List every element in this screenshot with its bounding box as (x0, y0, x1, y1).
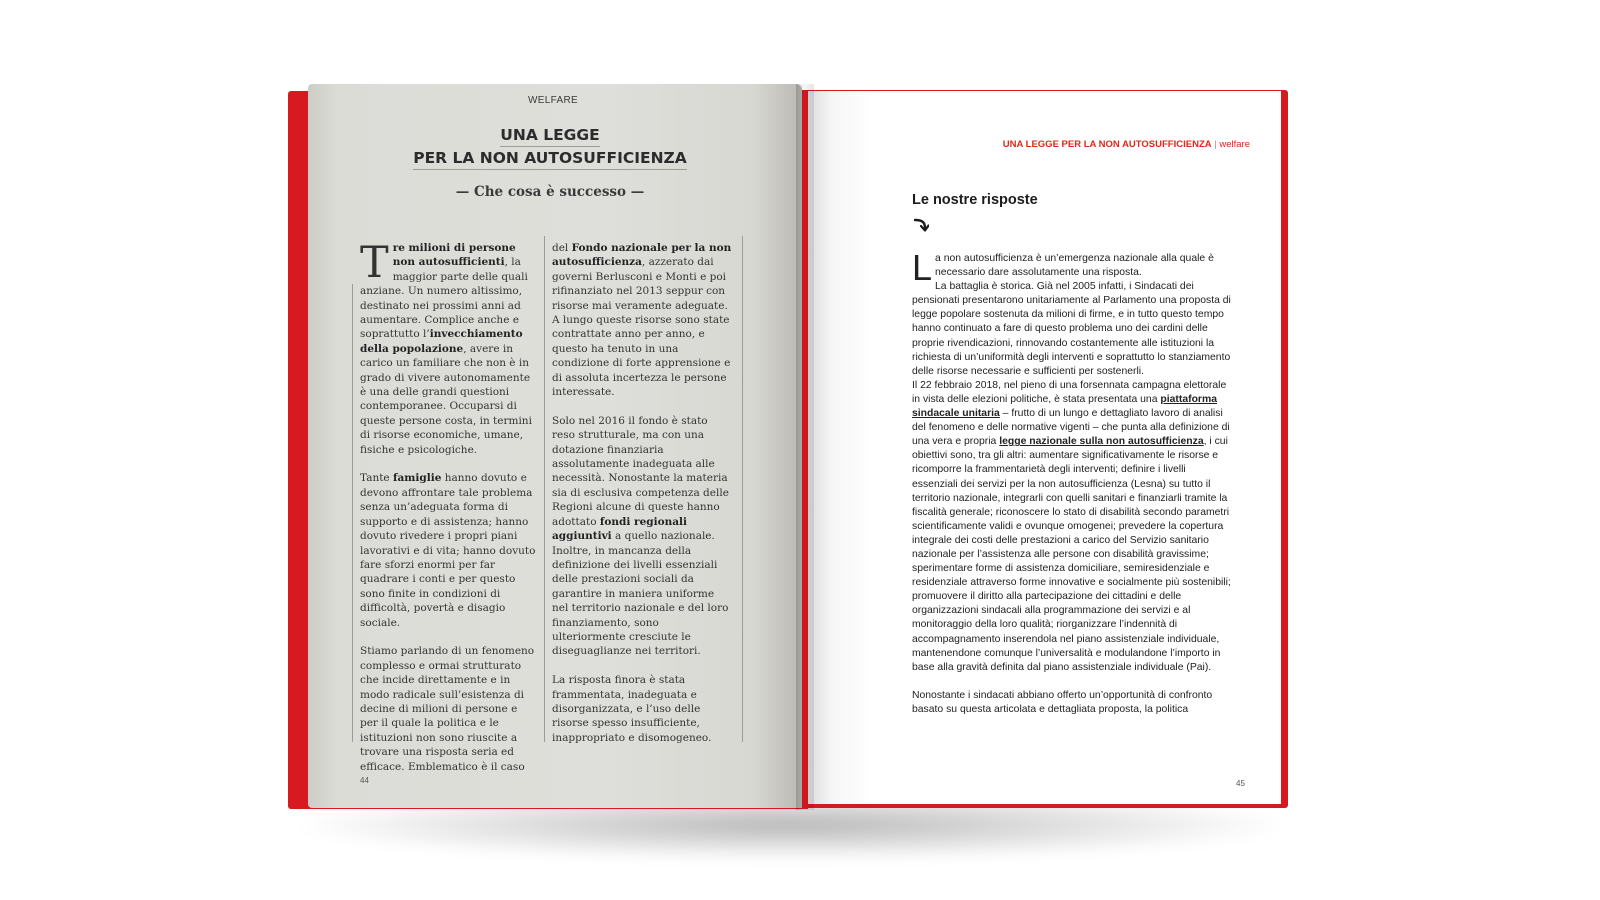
article-title (360, 124, 740, 170)
right-paragraph-3 (912, 379, 1232, 675)
left-column-1 (360, 238, 538, 788)
column-rule-left (352, 284, 353, 742)
book-gutter (796, 84, 814, 810)
section-label: WELFARE (528, 95, 578, 106)
col2-paragraph-3: La risposta finora è stata frammentata, inadeguata e disorganizzata, e l’uso delle risorse spesso insufficiente, inappropriato e disomogeneo. (552, 674, 712, 744)
col1-p1-text-2: , avere in carico un familiare che non è in grado di vivere autonomamente è una delle grandi questioni contemporanee. Occuparsi di queste persone costa, in termini di risorse economiche, umane, fisiche e psicologiche. (360, 342, 532, 456)
col2-p1-text-2: , azzerato dai governi Berlusconi e Monti e poi rifinanziato nel 2013 seppur con risorse mai veramente adeguate. A lungo queste risorse sono state contrattate anno per anno, e questo ha tenuto in una condizione di forte apprensione e di assoluta incertezza le persone interessate. (552, 256, 731, 399)
right-p3-text-3: , i cui obiettivi sono, tra gli altri: aumentare significativamente le risorse e ricomporre la frammentarietà degli interventi; definire i livelli essenziali dei servizi per la non autosufficienza (Lesna) su tutto il territorio nazionale, integrarli con quelli sanitari e finanziarli tramite la fiscalità generale; riconoscere lo stato di disabilità secondo parametri scientificamente validi e ovunque omogenei; prevedere la copertura integrale dei costi delle prestazioni a carico del Servizio sanitario nazionale per l’assistenza alle persone con disabilità gravissime; sperimentare forme di assistenza domiciliare, semiresidenziale e residenziale attraverso forme innovative e socialmente più sostenibili; promuovere il diritto alla partecipazione dei cittadini e delle organizzazioni sindacali alla programmazione dei servizi e al monitoraggio della loro qualità; riorganizzare l’indennità di accompagnamento inserendola nel piano assistenziale individuale, mantenendone comunque l’universalità e modulandone l’importo in base alla gravità definita dal piano assistenziale individuale (Pai). (912, 436, 1231, 673)
right-p3-text-1: Il 22 febbraio 2018, nel pieno di una forsennata campagna elettorale in vista delle elezioni politiche, è stata presentata una (912, 379, 1227, 405)
right-p3-underlined-2: legge nazionale sulla non autosufficienza (999, 436, 1204, 448)
right-drop-cap: L (912, 247, 933, 288)
col2-p1-text-1: del (552, 242, 572, 254)
col1-p1-text-1: , la maggior parte delle quali anziane. Un numero altissimo, destinato nei prossimi anni ad aumentare. Complice anche e soprattutto l’ (360, 256, 528, 341)
col2-paragraph-2 (552, 414, 732, 659)
col1-paragraph-1 (360, 238, 538, 457)
page-number-right: 45 (1236, 779, 1245, 788)
right-paragraph-2: La battaglia è storica. Già nel 2005 infatti, i Sindacati dei pensionati presentarono unitariamente al Parlamento una proposta di legge popolare sostenuta da milioni di firme, e in tutto questo tempo hanno continuato a fare di questo problema uno dei cardini delle proprie rivendicazioni, rinnovando costantemente alle istituzioni la richiesta di un’uniformità degli interventi e soprattutto lo stanziamento delle risorse necessarie e sufficienti per sostenerli. (912, 281, 1231, 377)
column-rule-middle (544, 236, 545, 742)
right-p3-text-2: – frutto di un lungo e dettagliato lavoro di analisi del fenomeno e delle normative vigenti – che punta alla definizione di una vera e propria (912, 408, 1230, 448)
running-head-title: UNA LEGGE PER LA NON AUTOSUFFICIENZA (1002, 139, 1212, 150)
left-column-2 (552, 241, 732, 760)
col1-p1-bold-2: invecchiamento della popolazione (360, 328, 523, 355)
col2-p1-bold-1: Fondo nazionale per la non autosufficienza (552, 242, 732, 269)
page-number-left: 44 (360, 776, 369, 785)
col1-p2-text-1: Tante (360, 472, 393, 485)
col2-paragraph-1 (552, 241, 732, 399)
right-body-text (912, 247, 1232, 717)
running-head (968, 139, 1250, 150)
article-title-line-2: PER LA NON AUTOSUFFICIENZA (413, 147, 687, 170)
curved-arrow-icon (913, 217, 929, 238)
col1-p2-text-2: hanno dovuto e devono affrontare tale problema senza un’adeguata forma di supporto e di assistenza; hanno dovuto rivedere i propri piani lavorativi e di vita; hanno dovuto fare sforzi enormi per far quadrare i conti e per questo sono finite in condizioni di difficoltà, povertà e disagio sociale. (360, 472, 536, 629)
column-rule-right (742, 236, 743, 742)
right-paragraph-4: Nonostante i sindacati abbiano offerto un’opportunità di confronto basato su questa articolata e dettagliata proposta, la politica (912, 689, 1213, 715)
col1-paragraph-2 (360, 471, 538, 629)
col2-p2-text-2: a quello nazionale. Inoltre, in mancanza della definizione dei livelli essenziali delle prestazioni sociali da garantire in maniera uniforme nel territorio nazionale e del loro finanziamento, sono ulteriormente cresciute le diseguaglianze nei territori. (552, 530, 729, 658)
right-p1-text: a non autosufficienza è un’emergenza nazionale alla quale è necessario dare assolutamente una risposta. (935, 253, 1214, 279)
article-title-line-1: UNA LEGGE (500, 124, 599, 147)
drop-cap: T (360, 238, 389, 288)
col1-p2-bold-1: famiglie (392, 472, 442, 485)
right-paragraph-1 (912, 247, 1232, 288)
paragraph-gap (912, 675, 1232, 689)
col2-p2-bold-1: fondi regionali aggiuntivi (552, 515, 687, 543)
running-head-separator: | (1211, 139, 1220, 150)
section-heading: Le nostre risposte (912, 192, 1038, 208)
col1-paragraph-3: Stiamo parlando di un fenomeno complesso e ormai strutturato che incide direttamente e in modo radicale sull’esistenza di decine di milioni di persone e per il quale la politica e le istituzioni non sono riuscite a trovare una risposta seria ed efficace. Emblematico è il caso (360, 645, 535, 773)
right-p3-underlined-1: piattaforma sindacale unitaria (912, 393, 1217, 420)
col2-p2-text-1: Solo nel 2016 il fondo è stato reso strutturale, ma con una dotazione finanziaria assolutamente inadeguata alle necessità. Nonostante la materia sia di esclusiva competenza delle Regioni alcune di queste hanno adottato (552, 414, 729, 528)
running-head-section: welfare (1219, 139, 1250, 150)
col1-p1-bold-1: re milioni di persone non autosufficienti (392, 242, 516, 269)
article-subtitle: — Che cosa è successo — (455, 184, 645, 200)
